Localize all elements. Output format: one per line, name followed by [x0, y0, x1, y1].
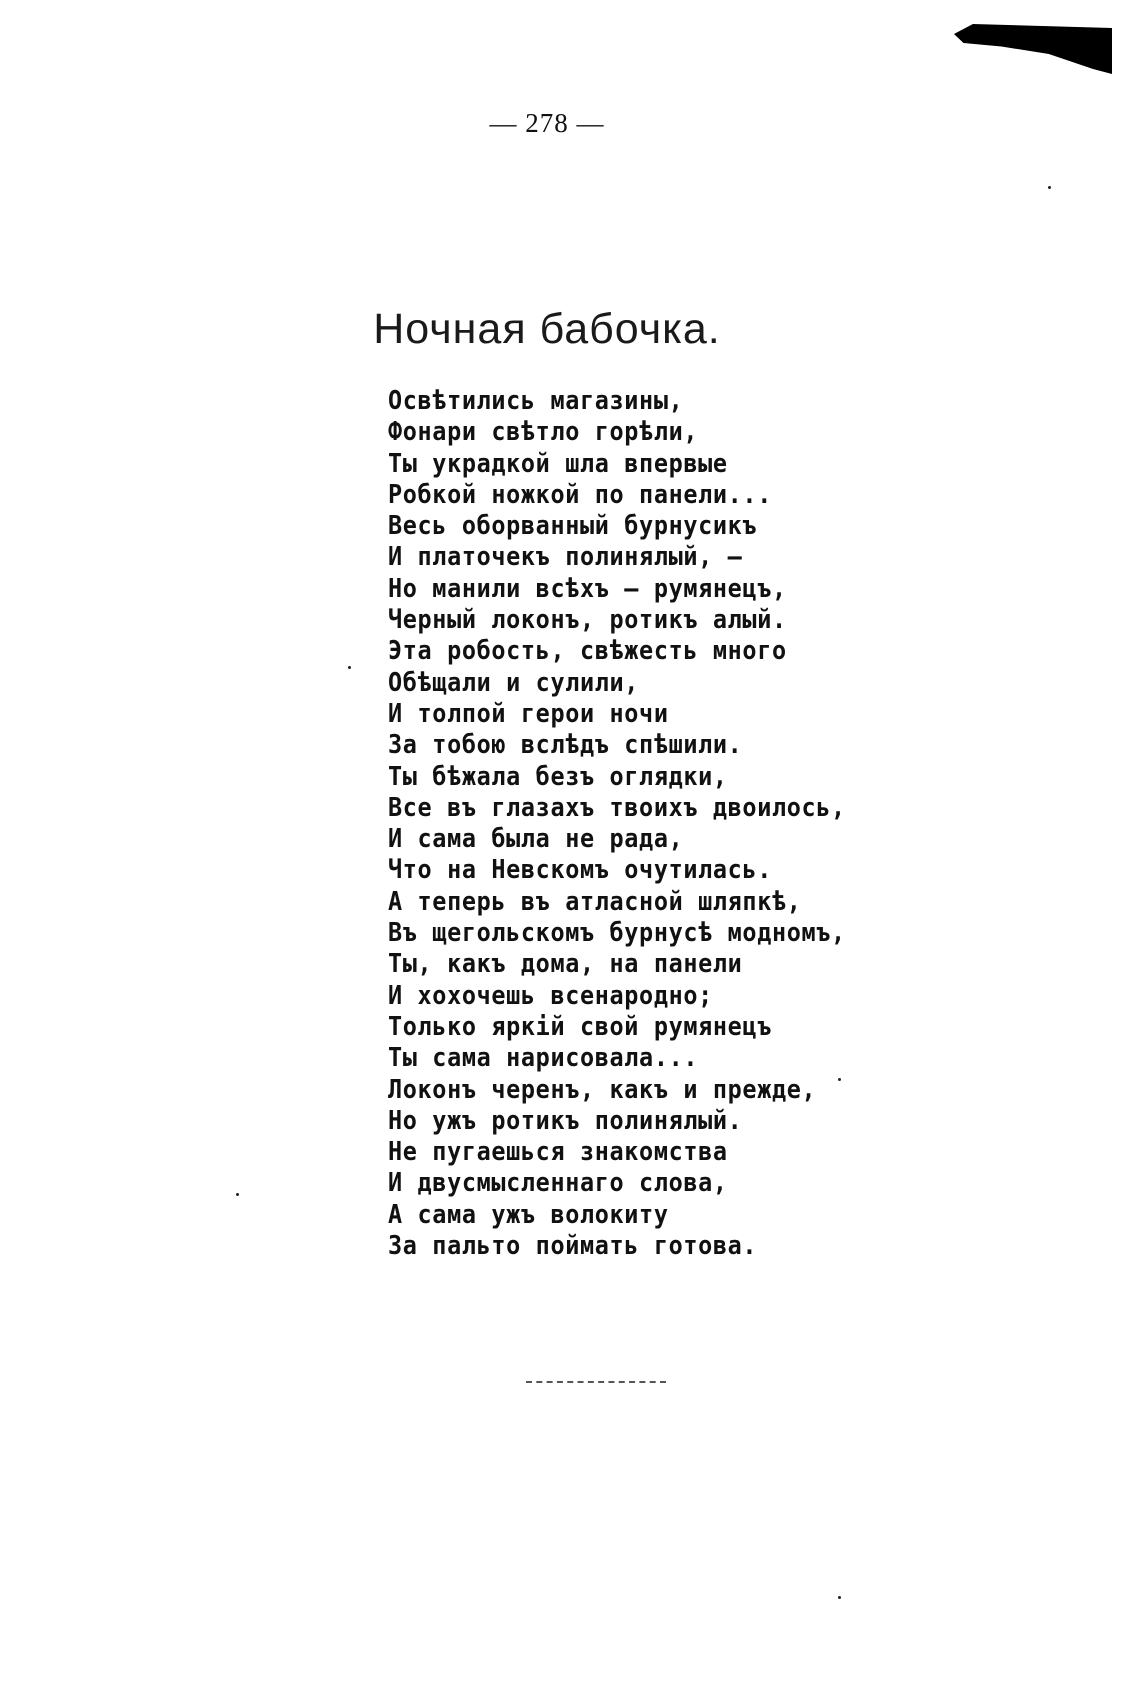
- poem-line: Ты бѣжала безъ оглядки,: [388, 761, 728, 792]
- poem-line: И хохочешь всенародно;: [388, 980, 713, 1011]
- poem-line: Все въ глазахъ твоихъ двоилось,: [388, 792, 846, 823]
- end-divider: [526, 1381, 666, 1383]
- poem-line: Но ужъ ротикъ полинялый.: [388, 1105, 743, 1136]
- poem-line: Черный локонъ, ротикъ алый.: [388, 605, 787, 636]
- poem-line: А сама ужъ волокиту: [388, 1199, 669, 1230]
- poem-line: Въ щегольскомъ бурнусѣ модномъ,: [388, 918, 846, 949]
- scan-artifact: [954, 24, 1112, 74]
- poem-line: Эта робость, свѣжесть много: [388, 636, 787, 667]
- poem-line: И платочекъ полинялый, —: [388, 542, 743, 573]
- poem-line: И сама была не рада,: [388, 824, 684, 855]
- poem-line: Обѣщали и сулили,: [388, 667, 640, 698]
- scan-speck: [348, 666, 351, 669]
- poem-line: За тобою вслѣдъ спѣшили.: [388, 730, 743, 761]
- poem-title: Ночная бабочка.: [373, 305, 721, 353]
- poem-line: Ты, какъ дома, на панели: [388, 949, 743, 980]
- poem-line: Но манили всѣхъ — румянецъ,: [388, 573, 787, 604]
- poem-line: А теперь въ атласной шляпкѣ,: [388, 886, 802, 917]
- scan-speck: [838, 1596, 841, 1599]
- page-number: — 278 —: [489, 108, 605, 138]
- scan-speck: [1048, 186, 1051, 189]
- scan-speck: [236, 1193, 239, 1196]
- poem-line: Что на Невскомъ очутилась.: [388, 855, 772, 886]
- poem-line: Ты украдкой шла впервые: [388, 448, 728, 479]
- poem-line: Робкой ножкой по панели...: [388, 479, 772, 510]
- poem-line: Не пугаешься знакомства: [388, 1137, 728, 1168]
- poem-line: И толпой герои ночи: [388, 698, 669, 729]
- poem-line: Только яркій свой румянецъ: [388, 1011, 772, 1042]
- poem-line: За пальто поймать готова.: [388, 1231, 758, 1262]
- poem-line: Ты сама нарисовала...: [388, 1043, 699, 1074]
- poem-line: Освѣтились магазины,: [388, 386, 684, 416]
- poem-line: Фонари свѣтло горѣли,: [388, 417, 699, 448]
- poem-body: [388, 386, 886, 1262]
- poem-line: Весь оборванный бурнусикъ: [388, 511, 758, 542]
- poem-line: И двусмысленнаго слова,: [388, 1168, 728, 1199]
- poem-line: Локонъ черенъ, какъ и прежде,: [388, 1074, 817, 1105]
